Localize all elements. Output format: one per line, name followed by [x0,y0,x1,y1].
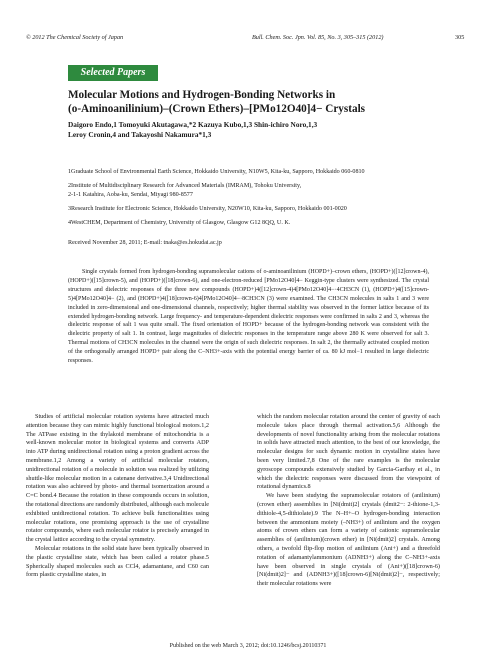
body-paragraph: Studies of artificial molecular rotation systems have attracted much attention because they can mimic highly functional biological motors.1,2 The ATPase existing in the thylakoid membrane of mitochondria is a well-known molecular motor in biological systems and converts ADP into ATP during unidirectional rotation using a proton gradient across the membrane.1,2 Among a variety of artificial molecular rotators, unidirectional rotation of a molecule in solution was realized by utilizing shuttle-like molecular motion in a catenane derivative.3,4 Unidirectional rotation was also achieved by photo- and thermal isomerization around a C=C bond.4 Because the rotation in these compounds occurs in solution, the rotational directions are randomly distributed, although each molecule exhibited unidirectional rotation. To achieve bulk functionalities using molecular rotations, one promising approach is the use of crystalline rotator compounds, where each molecular rotator is precisely arranged in the crystal lattice according to the crystal symmetry. [26,413,209,544]
authors-line-2: Leroy Cronin,4 and Takayoshi Nakamura*1,3 [68,130,212,139]
body-paragraph: which the random molecular rotation around the center of gravity of each molecule takes place through thermal activation.5,6 Although the developments of novel functionality arising from the molecular rotations in solids have attracted much attention, to the best of our knowledge, the molecular designs for such dynamic motion in crystalline states have been very limited.7,8 One of the rare examples is the molecular gyroscope compounds extensively studied by Garcia-Garibay et al., in which the dielectric responses were discussed from the viewpoint of rotational dynamics.8 [257,413,440,491]
affiliation-1: 1Graduate School of Environmental Earth Science, Hokkaido University, N10W5, Kita-ku, Sapporo, Hokkaido 060-0810 [68,169,365,175]
copyright-notice: © 2012 The Chemical Society of Japan [26,34,124,41]
title-line-2: (o-Aminoanilinium)–(Crown Ethers)–[PMo12O40]4− Crystals [68,102,366,115]
publication-footer: Published on the web March 3, 2012; doi:10.1246/bcsj.20110371 [169,643,327,649]
body-paragraph: Molecular rotations in the solid state have been typically observed in the plastic crystalline state, which has been called a rotator phase.5 Spherically shaped molecules such as CCl4, adamantane, and C60 can form plastic crystalline states, in [26,544,209,579]
section-banner: Selected Papers [68,65,158,81]
body-column-right [257,413,440,589]
affiliation-2-address: 2-1-1 Katahira, Aoba-ku, Sendai, Miyagi 980-8577 [68,192,193,198]
article-title [68,89,448,116]
title-line-1: Molecular Motions and Hydrogen-Bonding Networks in [68,89,336,101]
affiliation-3: 3Research Institute for Electronic Science, Hokkaido University, N20W10, Kita-ku, Sapporo, Hokkaido 001-0020 [68,206,347,212]
page-number: 305 [455,34,465,41]
abstract: Single crystals formed from hydrogen-bonding supramolecular cations of o-aminoanilinium (HOPD+)–crown ethers, (HOPD+)([12]crown-4), (HOPD+)([15]crown-5), and (HOPD+)([18]crown-6), and one-electron-reduced [PMo12O40]4− Keggin-type clusters were synthesized. The crystal structures and dielectric responses of the three new compounds (HOPD+)4([12]crown-4)4[PMo12O40]4−·4CH3CN (1), (HOPD+)4([15]crown-5)4[PMo12O40]4− (2), and (HOPD+)4([18]crown-6)4[PMo12O40]4−·8CH3CN (3) were examined. The CH3CN molecules in salts 1 and 3 were included in zero-dimensional and one-dimensional channels, respectively; higher thermal stability was observed in the former lattice because of its extended hydrogen-bonding network. Large frequency- and temperature-dependent dielectric responses were confirmed in salts 2 and 3, whereas the dielectric response of salt 1 was quite small. The fixed orientation of HOPD+ because of the hydrogen-bonding network was consistent with the dielectric property of salt 1. In contrast, large magnitudes of dielectric responses in the temperature range above 280 K were observed for salt 3. Thermal motions of CH3CN molecules in the channel were the origin of such dielectric responses. In salt 2, the thermally activated coupled motion of the orthogonally arranged HOPD+ pair along the C–NH3+-axis with the potential energy barrier of ca. 80 kJ mol−1 resulted in large dielectric responses. [68,269,429,365]
journal-citation: Bull. Chem. Soc. Jpn. Vol. 85, No. 3, 305–315 (2012) [252,34,384,41]
authors-line-1: Daigoro Endo,1 Tomoyuki Akutagawa,*2 Kazuya Kubo,1,3 Shin-ichiro Noro,1,3 [68,120,318,129]
affiliation-2: 2Institute of Multidisciplinary Research for Advanced Materials (IMRAM), Tohoku University, [68,183,302,189]
body-paragraph: We have been studying the supramolecular rotators of (anilinium)(crown ether) assemblies in [Ni(dmit)2] crystals (dmit2−: 2-thione-1,3-dithiole-4,5-dithiolate).9 The N–H+–O hydrogen-bonding interaction between the ammonium moiety (–NH3+) of anilinium and the oxygen atoms of crown ethers can form a variety of cationic supramolecular assemblies of (anilinium)(crown ether) in [Ni(dmit)2] crystals. Among others, a twofold flip-flop motion of anilinium (Ani+) and a threefold rotation of adamantylammonium (ADNH3+) along the C–NH3+-axis have been observed in single crystals of (Ani+)([18]crown-6)[Ni(dmit)2]− and (ADNH3+)([18]crown-6)[Ni(dmit)2]−, respectively; their molecular rotations were [257,492,440,588]
body-column-left [26,413,209,580]
affiliation-4: 4WestCHEM, Department of Chemistry, University of Glasgow, Glasgow G12 8QQ, U. K. [68,220,291,226]
received-date: Received November 28, 2011; E-mail: tnaka@es.hokudai.ac.jp [68,240,222,246]
author-list [68,120,448,140]
